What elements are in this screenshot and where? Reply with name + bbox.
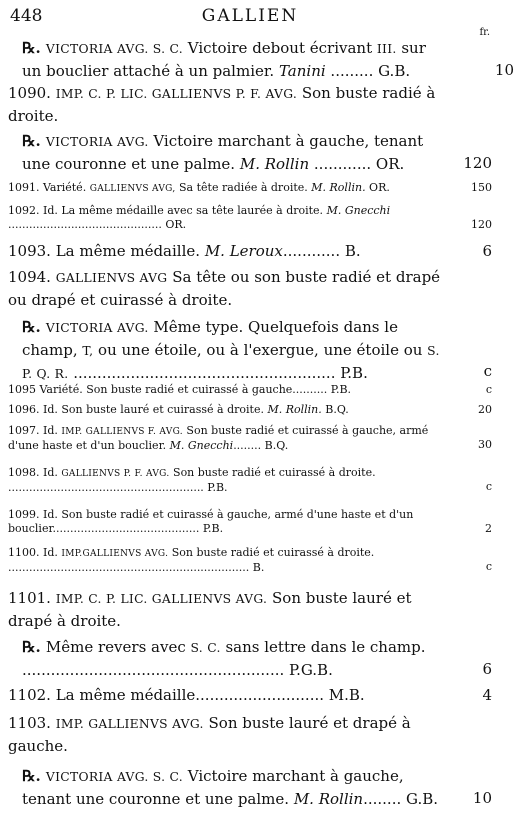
entry-text: Même revers avec bbox=[45, 638, 191, 656]
entry-text: ............................................ OR. bbox=[8, 218, 187, 231]
entry-description bbox=[8, 712, 448, 757]
entry-price: 20 bbox=[478, 403, 492, 416]
entry-price: 4 bbox=[482, 686, 492, 704]
entry-text: 1093. La même médaille. bbox=[8, 242, 205, 260]
entry-text: ou une étoile, ou à l'exergue, une étoile ou bbox=[93, 341, 428, 359]
reverse-marker: ℞. bbox=[22, 318, 46, 336]
entry-description bbox=[8, 240, 448, 262]
collection-name: M. Rollin. bbox=[311, 181, 366, 194]
entry-text: Son buste lauré et drapé à droite. bbox=[8, 589, 412, 630]
entry-price: 6 bbox=[482, 660, 492, 678]
reverse-marker: ℞. bbox=[22, 132, 46, 150]
legend-text: IMP. GALLIENVS F. AVG. bbox=[61, 427, 183, 437]
entry-text: ............ OR. bbox=[309, 155, 405, 173]
page-number: 448 bbox=[10, 6, 43, 26]
entry-description bbox=[8, 684, 448, 706]
entry-text: 1099. Id. Son buste radié et cuirassé à gauche, armé d'une haste et d'un bouclier.......................................... P.B. bbox=[8, 508, 414, 535]
entry-price: c bbox=[483, 362, 492, 380]
entry-text: ......... G.B. bbox=[325, 62, 411, 80]
entry-price: c bbox=[485, 383, 492, 396]
collection-name: M. Gnecchi bbox=[169, 439, 234, 452]
entry-text: Son buste radié et cuirassé à droite. ........................................................ P.B. bbox=[8, 466, 376, 494]
entry-text: Son buste radié et cuirassé à droite. ..................................................................... B. bbox=[8, 546, 375, 574]
entry-description bbox=[8, 466, 448, 495]
entry-text: 1103. bbox=[8, 714, 56, 732]
entry-text: 1096. Id. Son buste lauré et cuirassé à droite. bbox=[8, 403, 268, 416]
entry-price: 6 bbox=[482, 242, 492, 260]
entry-description bbox=[8, 181, 448, 196]
entry-text: B.Q. bbox=[321, 403, 349, 416]
entry-description bbox=[8, 403, 448, 417]
entry-price: 10 bbox=[494, 61, 514, 79]
legend-text: VICTORIA AVG. bbox=[45, 321, 149, 335]
entry-price: c bbox=[485, 480, 492, 493]
legend-text: VICTORIA AVG. S. C. bbox=[45, 42, 183, 56]
legend-text: VICTORIA AVG. bbox=[45, 135, 149, 149]
entry-description bbox=[8, 82, 448, 127]
entry-description bbox=[22, 316, 448, 385]
collection-name: M. Rollin bbox=[293, 790, 364, 808]
collection-name: M. Rollin. bbox=[267, 403, 322, 416]
entry-text: 1092. Id. La même médaille avec sa tête laurée à droite. bbox=[8, 204, 327, 217]
entry-text: ........ B.Q. bbox=[233, 439, 289, 452]
entry-text: ....................................................... P.B. bbox=[68, 364, 368, 382]
entry-text: Même type. Quelquefois dans le champ, bbox=[22, 318, 398, 359]
entry-text: 1095 Variété. Son buste radié et cuirassé à gauche.......... P.B. bbox=[8, 383, 352, 396]
legend-text: IMP. C. P. LIC. GALLIENVS AVG. bbox=[55, 592, 268, 606]
entry-description bbox=[8, 383, 448, 397]
entry-text: 1101. bbox=[8, 589, 56, 607]
page-header bbox=[0, 6, 500, 38]
legend-text: IMP. GALLIENVS AVG. bbox=[55, 717, 204, 731]
entry-text: sur un bouclier attaché à un palmier. bbox=[22, 39, 426, 80]
entry-description bbox=[22, 765, 448, 810]
entry-description bbox=[22, 130, 448, 175]
legend-text: III. bbox=[376, 42, 397, 56]
entry-text: 1097. Id. bbox=[8, 424, 62, 437]
entry-price: c bbox=[485, 560, 492, 573]
entry-description bbox=[8, 266, 448, 311]
entry-price: 150 bbox=[471, 181, 492, 194]
reverse-marker: ℞. bbox=[22, 39, 46, 57]
entry-text: 1090. bbox=[8, 84, 56, 102]
price-unit-label: fr. bbox=[479, 27, 490, 38]
entry-text: Victoire marchant à gauche, tenant une couronne et une palme. bbox=[22, 767, 404, 808]
entry-text: 1102. La même médaille........................... M.B. bbox=[8, 686, 365, 704]
entry-description bbox=[8, 508, 448, 536]
entry-text: 1094. bbox=[8, 268, 56, 286]
collection-name: M. Leroux bbox=[204, 242, 283, 260]
entry-text: Victoire marchant à gauche, tenant une couronne et une palme. bbox=[22, 132, 424, 173]
running-title: GALLIEN bbox=[201, 6, 299, 26]
entry-description bbox=[8, 204, 448, 232]
entry-text: 1098. Id. bbox=[8, 466, 62, 479]
entry-text: Son buste lauré et drapé à gauche. bbox=[8, 714, 411, 755]
reverse-marker: ℞. bbox=[22, 638, 46, 656]
legend-text: GALLIENVS P. F. AVG. bbox=[61, 469, 170, 479]
entry-text: Sa tête radiée à droite. bbox=[175, 181, 312, 194]
entry-text: sans lettre dans le champ. ....................................................... P.G.B. bbox=[22, 638, 426, 679]
legend-text: IMP. C. P. LIC. GALLIENVS P. F. AVG. bbox=[55, 87, 298, 101]
entry-price: 10 bbox=[472, 789, 492, 807]
legend-text: GALLIENVS AVG, bbox=[89, 184, 176, 194]
reverse-marker: ℞. bbox=[22, 767, 46, 785]
entry-price: 30 bbox=[478, 438, 492, 451]
legend-text: VICTORIA AVG. S. C. bbox=[45, 770, 183, 784]
entry-text: ........ G.B. bbox=[363, 790, 439, 808]
entry-price: 120 bbox=[463, 154, 492, 172]
entry-description bbox=[22, 636, 448, 681]
entry-text: 1100. Id. bbox=[8, 546, 62, 559]
collection-name: Tanini bbox=[278, 62, 326, 80]
entry-price: 120 bbox=[471, 218, 492, 231]
entry-text: Sa tête ou son buste radié et drapé ou drapé et cuirassé à droite. bbox=[8, 268, 441, 309]
entry-description bbox=[8, 546, 448, 575]
entry-description bbox=[8, 587, 448, 632]
collection-name: M. Gnecchi bbox=[326, 204, 391, 217]
entry-description bbox=[8, 424, 448, 453]
collection-name: M. Rollin bbox=[239, 155, 310, 173]
entry-text: ............ B. bbox=[282, 242, 361, 260]
entry-price: 2 bbox=[485, 522, 492, 535]
legend-text: IMP.GALLIENVS AVG. bbox=[61, 549, 169, 559]
entry-text: Victoire debout écrivant bbox=[182, 39, 377, 57]
entry-text: Son buste radié et cuirassé à gauche, armé d'une haste et d'un bouclier. bbox=[8, 424, 429, 452]
entry-description bbox=[22, 37, 442, 82]
legend-text: S. C. bbox=[190, 641, 221, 655]
entry-text: Son buste radié à droite. bbox=[8, 84, 436, 125]
entry-text: OR. bbox=[365, 181, 390, 194]
legend-text: S. P. Q. R. bbox=[22, 344, 440, 381]
entry-text: 1091. Variété. bbox=[8, 181, 90, 194]
legend-text: T, bbox=[82, 344, 94, 358]
legend-text: GALLIENVS AVG bbox=[55, 271, 168, 285]
